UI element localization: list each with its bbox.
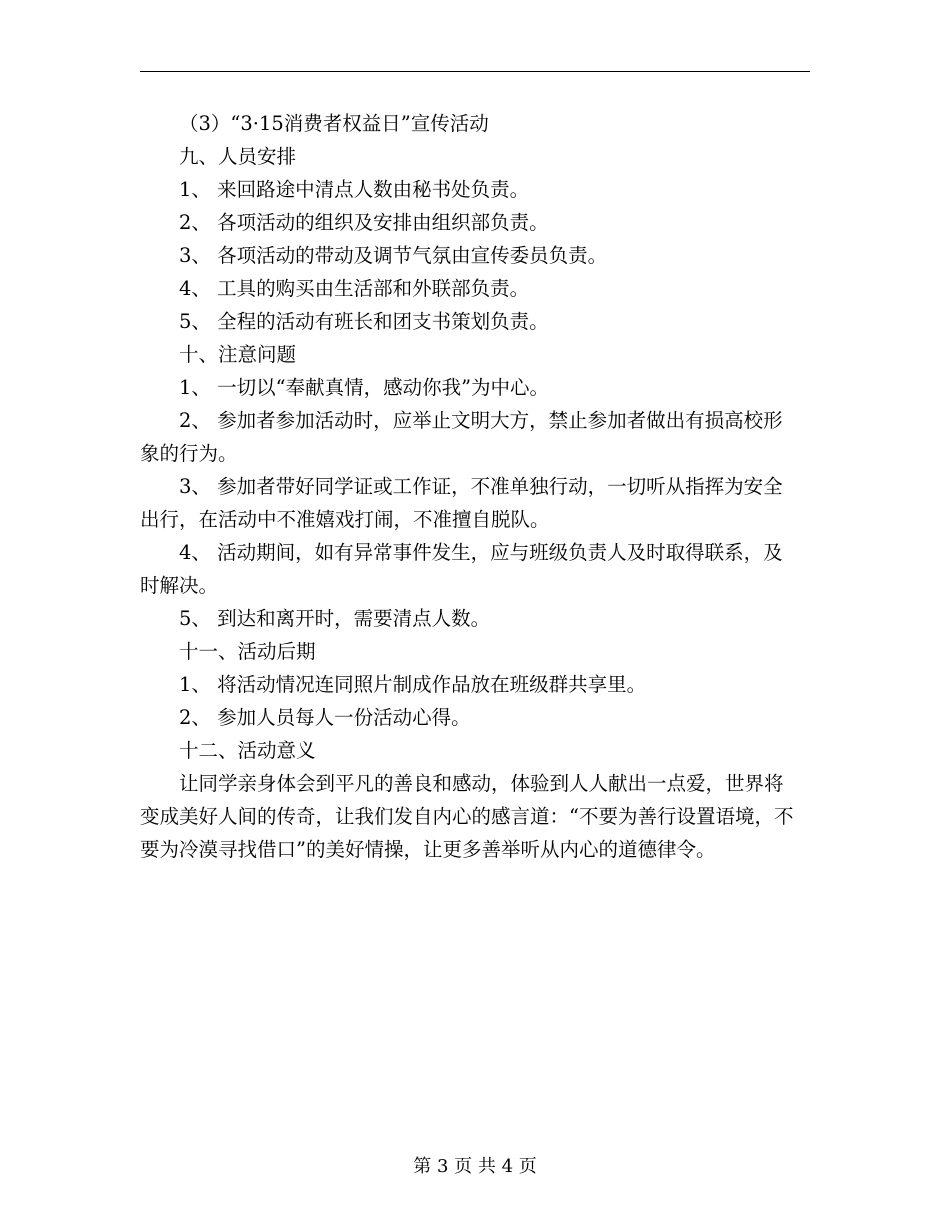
section-9-item-1: 1、 来回路途中清点人数由秘书处负责。 <box>179 178 530 201</box>
document-body <box>140 107 800 866</box>
header-rule <box>140 71 810 72</box>
section-11-heading: 十一、活动后期 <box>179 640 316 663</box>
section-10-item-2: 2、 参加者参加活动时，应举止文明大方，禁止参加者做出有损高校形象的行为。 <box>140 409 783 465</box>
section-9-item-4: 4、 工具的购买由生活部和外联部负责。 <box>179 277 530 300</box>
section-12-heading: 十二、活动意义 <box>179 739 316 762</box>
section-9-heading: 九、人员安排 <box>179 145 297 168</box>
section-10-item-3: 3、 参加者带好同学证或工作证，不准单独行动，一切听从指挥为安全出行，在活动中不准嬉戏打闹，不准擅自脱队。 <box>140 475 783 531</box>
section-11-item-1: 1、 将活动情况连同照片制成作品放在班级群共享里。 <box>179 673 647 696</box>
line-event-3: （3）“3·15消费者权益日”宣传活动 <box>179 112 489 135</box>
section-10-item-5: 5、 到达和离开时，需要清点人数。 <box>179 607 491 630</box>
section-10-item-1: 1、 一切以“奉献真情，感动你我”为中心。 <box>179 376 550 399</box>
section-9-item-2: 2、 各项活动的组织及安排由组织部负责。 <box>179 211 549 234</box>
section-12-paragraph: 让同学亲身体会到平凡的善良和感动，体验到人人献出一点爱，世界将变成美好人间的传奇，让我们发自内心的感言道：“不要为善行设置语境，不要为冷漠寻找借口”的美好情操，让更多善举听从内心的道德律令。 <box>140 772 794 861</box>
section-11-item-2: 2、 参加人员每人一份活动心得。 <box>179 706 471 729</box>
section-9-item-5: 5、 全程的活动有班长和团支书策划负责。 <box>179 310 549 333</box>
section-9-item-3: 3、 各项活动的带动及调节气氛由宣传委员负责。 <box>179 244 608 267</box>
section-10-item-4: 4、 活动期间，如有异常事件发生，应与班级负责人及时取得联系，及时解决。 <box>140 541 783 597</box>
page-number-footer: 第 3 页 共 4 页 <box>413 1156 537 1177</box>
section-10-heading: 十、注意问题 <box>179 343 297 366</box>
